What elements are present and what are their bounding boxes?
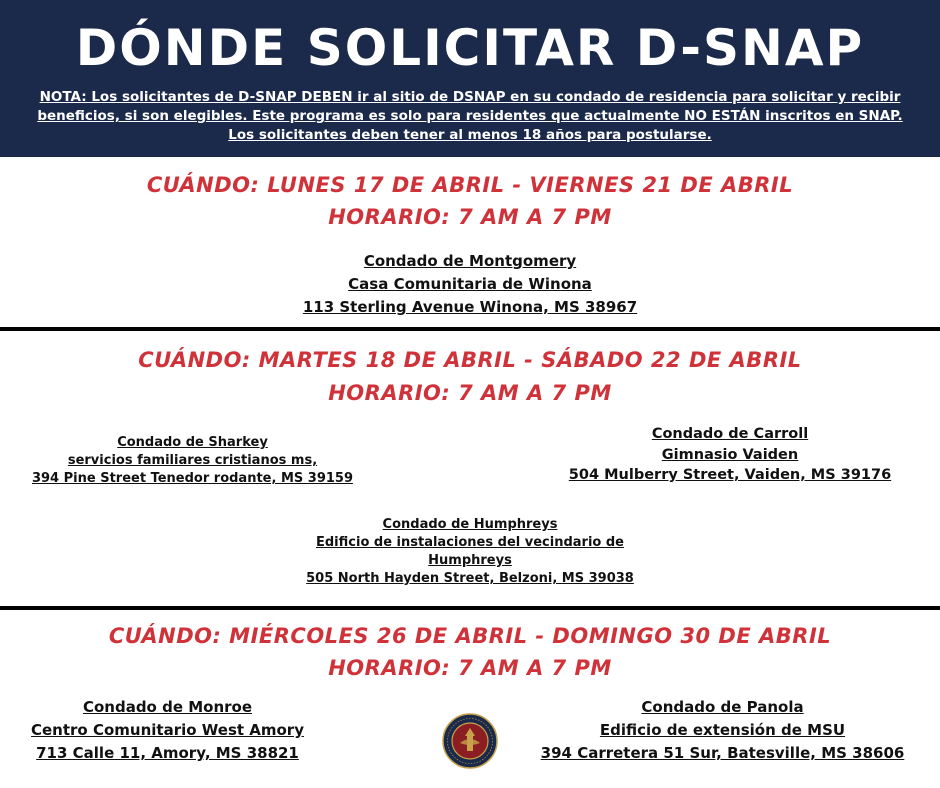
section-divider (0, 327, 940, 331)
agency-seal-icon (442, 713, 498, 769)
address: 713 Calle 11, Amory, MS 38821 (36, 744, 299, 762)
note-line: Los solicitantes deben tener al menos 18 años para postularse. (228, 127, 712, 143)
section-hours: HORARIO: 7 AM A 7 PM (328, 381, 612, 405)
location-sharkey (20, 434, 365, 488)
section-when: CUÁNDO: LUNES 17 DE ABRIL - VIERNES 21 DE ABRIL (146, 173, 794, 197)
note-line: NOTA: Los solicitantes de D-SNAP DEBEN ir al sitio de DSNAP en su condado de residencia para solicitar y recibir (39, 89, 901, 105)
note-line: beneficios, si son elegibles. Este programa es solo para residentes que actualmente NO ESTÁN inscritos en SNAP. (37, 108, 903, 124)
location-carroll (560, 424, 900, 486)
location-humphreys (0, 516, 940, 588)
location-montgomery (0, 250, 940, 319)
eligibility-note (0, 76, 940, 145)
section-when: CUÁNDO: MARTES 18 DE ABRIL - SÁBADO 22 DE ABRIL (138, 348, 802, 372)
page-title: DÓNDE SOLICITAR D-SNAP (75, 19, 865, 77)
county-name: Condado de Humphreys (382, 517, 558, 532)
county-name: Condado de Montgomery (363, 252, 577, 270)
place-name: Gimnasio Vaiden (661, 446, 799, 463)
place-name: Casa Comunitaria de Winona (348, 275, 592, 293)
header-banner (0, 0, 940, 157)
section-when: CUÁNDO: MIÉRCOLES 26 DE ABRIL - DOMINGO 30 DE ABRIL (108, 624, 832, 648)
location-panola (535, 696, 910, 765)
county-name: Condado de Carroll (651, 426, 809, 442)
place-name: Humphreys (428, 553, 512, 568)
place-name: Edificio de extensión de MSU (599, 721, 846, 739)
address: 394 Carretera 51 Sur, Batesville, MS 38606 (540, 744, 905, 762)
address: 505 North Hayden Street, Belzoni, MS 39038 (306, 571, 634, 586)
place-name: servicios familiares cristianos ms, (67, 453, 318, 468)
place-name: Edificio de instalaciones del vecindario de (316, 535, 624, 550)
place-name: Centro Comunitario West Amory (31, 721, 304, 739)
location-monroe (10, 696, 325, 765)
county-name: Condado de Monroe (82, 698, 253, 716)
address: 504 Mulberry Street, Vaiden, MS 39176 (568, 467, 892, 483)
section-hours: HORARIO: 7 AM A 7 PM (328, 205, 612, 229)
address: 394 Pine Street Tenedor rodante, MS 39159 (31, 471, 354, 486)
county-name: Condado de Sharkey (117, 435, 268, 450)
address: 113 Sterling Avenue Winona, MS 38967 (302, 298, 638, 316)
county-name: Condado de Panola (641, 698, 804, 716)
section-divider (0, 606, 940, 610)
section-hours: HORARIO: 7 AM A 7 PM (328, 656, 612, 680)
